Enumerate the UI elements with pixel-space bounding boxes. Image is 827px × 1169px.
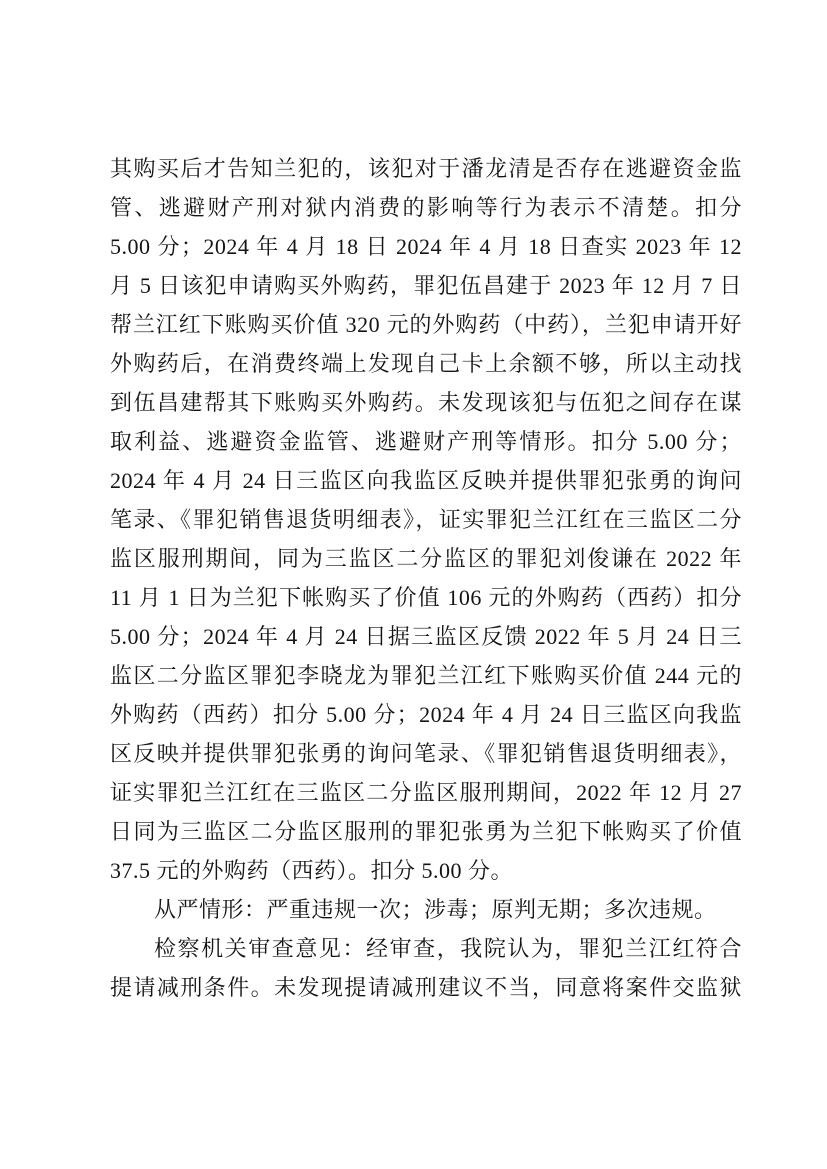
document-line-paragraph-strict-circumstances: 从严情形：严重违规一次；涉毒；原判无期；多次违规。 [154,897,717,922]
document-line: 笔录、《罪犯销售退货明细表》，证实罪犯兰江红在三监区二分 [110,507,742,532]
document-line-paragraph-procuratorate-opinion: 检察机关审查意见：经审查，我院认为，罪犯兰江红符合 [154,936,742,961]
document-line: 帮兰江红下账购买价值 320 元的外购药（中药），兰犯申请开好 [110,312,742,337]
document-line: 11 月 1 日为兰犯下帐购买了价值 106 元的外购药（西药）扣分 [110,585,742,610]
document-line: 外购药（西药）扣分 5.00 分；2024 年 4 月 24 日三监区向我监 [110,702,742,727]
document-line: 5.00 分；2024 年 4 月 24 日据三监区反馈 2022 年 5 月 24 日三 [110,624,742,649]
document-line: 5.00 分；2024 年 4 月 18 日 2024 年 4 月 18 日查实 2023 年 12 [110,234,742,259]
document-line: 提请减刑条件。未发现提请减刑建议不当，同意将案件交监狱 [110,975,742,1000]
document-line: 月 5 日该犯申请购买外购药，罪犯伍昌建于 2023 年 12 月 7 日 [110,273,742,298]
document-line: 其购买后才告知兰犯的，该犯对于潘龙清是否存在逃避资金监 [110,156,742,181]
document-line: 37.5 元的外购药（西药）。扣分 5.00 分。 [110,858,514,883]
document-line: 日同为三监区二分监区服刑的罪犯张勇为兰犯下帐购买了价值 [110,819,742,844]
document-line: 外购药后，在消费终端上发现自己卡上余额不够，所以主动找 [110,351,742,376]
document-line: 管、逃避财产刑对狱内消费的影响等行为表示不清楚。扣分 [110,195,742,220]
document-body [110,149,742,1007]
document-line: 取利益、逃避资金监管、逃避财产刑等情形。扣分 5.00 分； [110,429,742,454]
document-line: 监区二分监区罪犯李晓龙为罪犯兰江红下账购买价值 244 元的 [110,663,742,688]
document-line: 2024 年 4 月 24 日三监区向我监区反映并提供罪犯张勇的询问 [110,468,742,493]
document-line: 到伍昌建帮其下账购买外购药。未发现该犯与伍犯之间存在谋 [110,390,742,415]
document-line: 证实罪犯兰江红在三监区二分监区服刑期间，2022 年 12 月 27 [110,780,742,805]
document-line: 区反映并提供罪犯张勇的询问笔录、《罪犯销售退货明细表》， [110,741,742,766]
document-line: 监区服刑期间，同为三监区二分监区的罪犯刘俊谦在 2022 年 [110,546,742,571]
